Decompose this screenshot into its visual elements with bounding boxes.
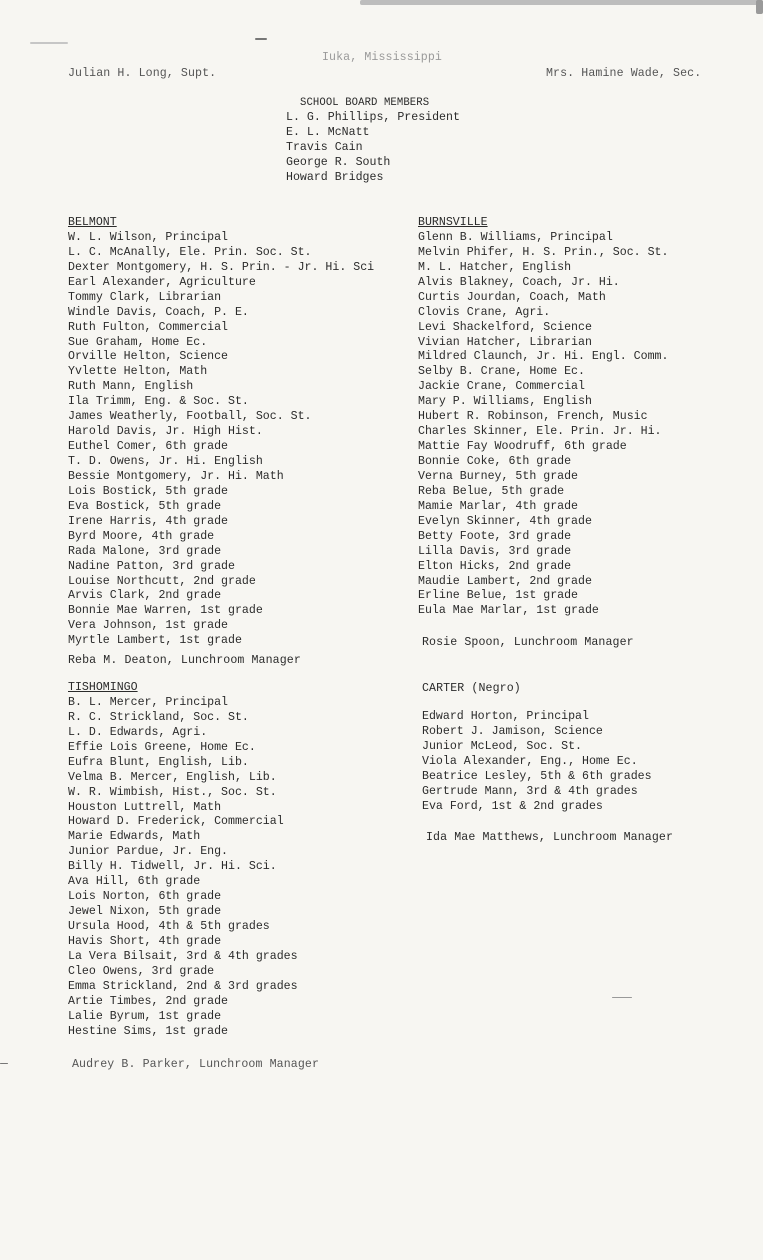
staff-line: Maudie Lambert, 2nd grade — [418, 574, 592, 588]
staff-line: Velma B. Mercer, English, Lib. — [68, 770, 277, 784]
staff-line: L. C. McAnally, Ele. Prin. Soc. St. — [68, 245, 312, 259]
burnsville-lunchroom: Rosie Spoon, Lunchroom Manager — [422, 636, 634, 649]
staff-line: Junior Pardue, Jr. Eng. — [68, 845, 229, 859]
tishomingo-section — [68, 681, 298, 1040]
staff-line: Mildred Claunch, Jr. Hi. Engl. Comm. — [418, 350, 669, 364]
corner-mark — [756, 0, 763, 14]
staff-line: Houston Luttrell, Math — [68, 800, 222, 814]
staff-line: Bonnie Coke, 6th grade — [418, 455, 572, 468]
staff-line: Ava Hill, 6th grade — [68, 875, 201, 889]
staff-line: Elton Hicks, 2nd grade — [418, 559, 572, 573]
staff-line: Mattie Fay Woodruff, 6th grade — [418, 440, 627, 454]
staff-line: R. C. Strickland, Soc. St. — [68, 710, 249, 724]
staff-line: Eva Ford, 1st & 2nd grades — [422, 799, 603, 813]
staff-line: Curtis Jourdan, Coach, Math — [418, 290, 606, 304]
staff-line: B. L. Mercer, Principal — [68, 695, 229, 709]
staff-line: Junior McLeod, Soc. St. — [422, 739, 583, 753]
staff-line: Ila Trimm, Eng. & Soc. St. — [68, 395, 249, 409]
staff-line: Earl Alexander, Agriculture — [68, 275, 256, 289]
tishomingo-lunchroom: Audrey B. Parker, Lunchroom Manager — [72, 1058, 320, 1071]
staff-line: Emma Strickland, 2nd & 3rd grades — [68, 979, 298, 993]
staff-line: Lois Norton, 6th grade — [68, 890, 222, 904]
staff-line: T. D. Owens, Jr. Hi. English — [68, 455, 263, 468]
staff-line: Erline Belue, 1st grade — [418, 589, 579, 603]
staff-line: Effie Lois Greene, Home Ec. — [68, 740, 256, 754]
staff-line: Vera Johnson, 1st grade — [68, 619, 229, 633]
staff-line: Ursula Hood, 4th & 5th grades — [68, 920, 270, 933]
staff-line: Windle Davis, Coach, P. E. — [68, 305, 249, 319]
staff-line: Glenn B. Williams, Principal — [418, 230, 613, 244]
staff-line: Mamie Marlar, 4th grade — [418, 499, 579, 513]
tishomingo-heading: TISHOMINGO — [68, 681, 138, 694]
staff-line: Artie Timbes, 2nd grade — [68, 994, 229, 1008]
staff-line: Melvin Phifer, H. S. Prin., Soc. St. — [418, 245, 669, 259]
board-member: L. G. Phillips, President — [286, 111, 460, 124]
staff-line: Reba Belue, 5th grade — [418, 484, 565, 498]
staff-line: La Vera Bilsait, 3rd & 4th grades — [68, 949, 298, 963]
staff-line: Rada Malone, 3rd grade — [68, 544, 222, 558]
staff-line: Ruth Fulton, Commercial — [68, 320, 229, 334]
staff-line: Ruth Mann, English — [68, 380, 194, 394]
staff-line: Lilla Davis, 3rd grade — [418, 544, 572, 558]
staff-line: Harold Davis, Jr. High Hist. — [68, 425, 263, 439]
letterhead-place: Iuka, Mississippi — [322, 51, 442, 64]
staff-line: Evelyn Skinner, 4th grade — [418, 514, 592, 528]
staff-line: Orville Helton, Science — [68, 350, 229, 364]
superintendent: Julian H. Long, Supt. — [68, 67, 217, 80]
staff-line: Billy H. Tidwell, Jr. Hi. Sci. — [68, 860, 277, 874]
staff-line: Byrd Moore, 4th grade — [68, 529, 215, 543]
staff-line: Charles Skinner, Ele. Prin. Jr. Hi. — [418, 425, 662, 439]
staff-line: M. L. Hatcher, English — [418, 260, 572, 274]
board-member: E. L. McNatt — [286, 125, 370, 139]
staff-line: Eva Bostick, 5th grade — [68, 499, 222, 513]
school-board-list — [286, 111, 460, 186]
board-member: Howard Bridges — [286, 170, 384, 184]
staff-line: Irene Harris, 4th grade — [68, 514, 229, 528]
staff-line: Lalie Byrum, 1st grade — [68, 1009, 222, 1023]
staff-line: James Weatherly, Football, Soc. St. — [68, 410, 312, 424]
speck-mark — [30, 42, 68, 44]
board-member: Travis Cain — [286, 140, 363, 154]
top-edge-mark — [360, 0, 763, 5]
staff-line: Alvis Blakney, Coach, Jr. Hi. — [418, 275, 620, 289]
staff-line: Yvlette Helton, Math — [68, 365, 208, 379]
staff-line: Robert J. Jamison, Science — [422, 724, 603, 738]
staff-line: Eula Mae Marlar, 1st grade — [418, 604, 599, 618]
carter-heading: CARTER (Negro) — [422, 682, 521, 695]
carter-section — [422, 710, 652, 815]
belmont-heading: BELMONT — [68, 216, 117, 229]
staff-line: Dexter Montgomery, H. S. Prin. - Jr. Hi. Sci — [68, 260, 375, 274]
board-member: George R. South — [286, 155, 391, 169]
staff-line: Havis Short, 4th grade — [68, 934, 222, 948]
speck-mark — [0, 1063, 8, 1064]
staff-line: Levi Shackelford, Science — [418, 320, 592, 334]
carter-lunchroom: Ida Mae Matthews, Lunchroom Manager — [426, 831, 674, 844]
staff-line: Howard D. Frederick, Commercial — [68, 815, 284, 829]
staff-line: Hubert R. Robinson, French, Music — [418, 410, 648, 424]
staff-line: Gertrude Mann, 3rd & 4th grades — [422, 784, 638, 798]
staff-line: Jackie Crane, Commercial — [418, 380, 585, 394]
staff-line: Jewel Nixon, 5th grade — [68, 905, 222, 919]
staff-line: Beatrice Lesley, 5th & 6th grades — [422, 769, 652, 783]
staff-line: W. L. Wilson, Principal — [68, 230, 229, 244]
staff-line: Lois Bostick, 5th grade — [68, 484, 229, 498]
staff-line: Nadine Patton, 3rd grade — [68, 559, 235, 573]
staff-line: Sue Graham, Home Ec. — [68, 335, 208, 349]
secretary: Mrs. Hamine Wade, Sec. — [546, 67, 702, 80]
burnsville-heading: BURNSVILLE — [418, 216, 488, 229]
belmont-lunchroom: Reba M. Deaton, Lunchroom Manager — [68, 654, 301, 667]
staff-line: W. R. Wimbish, Hist., Soc. St. — [68, 785, 277, 799]
staff-line: L. D. Edwards, Agri. — [68, 725, 208, 739]
speck-mark — [255, 38, 267, 40]
staff-line: Eufra Blunt, English, Lib. — [68, 755, 249, 769]
staff-line: Arvis Clark, 2nd grade — [68, 589, 222, 603]
staff-line: Betty Foote, 3rd grade — [418, 529, 572, 543]
school-board-title: SCHOOL BOARD MEMBERS — [300, 97, 430, 109]
staff-line: Tommy Clark, Librarian — [68, 290, 222, 304]
staff-line: Hestine Sims, 1st grade — [68, 1024, 229, 1038]
staff-line: Mary P. Williams, English — [418, 395, 592, 409]
staff-line: Cleo Owens, 3rd grade — [68, 964, 215, 978]
staff-line: Bessie Montgomery, Jr. Hi. Math — [68, 469, 284, 483]
staff-line: Selby B. Crane, Home Ec. — [418, 365, 585, 379]
burnsville-section — [418, 216, 668, 619]
staff-line: Myrtle Lambert, 1st grade — [68, 634, 242, 648]
staff-line: Edward Horton, Principal — [422, 710, 589, 723]
staff-line: Viola Alexander, Eng., Home Ec. — [422, 754, 638, 768]
staff-line: Clovis Crane, Agri. — [418, 305, 551, 319]
speck-mark — [612, 997, 632, 998]
belmont-section — [68, 216, 374, 649]
staff-line: Euthel Comer, 6th grade — [68, 440, 229, 454]
staff-line: Louise Northcutt, 2nd grade — [68, 574, 256, 588]
staff-line: Bonnie Mae Warren, 1st grade — [68, 604, 263, 618]
staff-line: Vivian Hatcher, Librarian — [418, 335, 592, 349]
staff-line: Verna Burney, 5th grade — [418, 469, 579, 483]
staff-line: Marie Edwards, Math — [68, 830, 201, 844]
